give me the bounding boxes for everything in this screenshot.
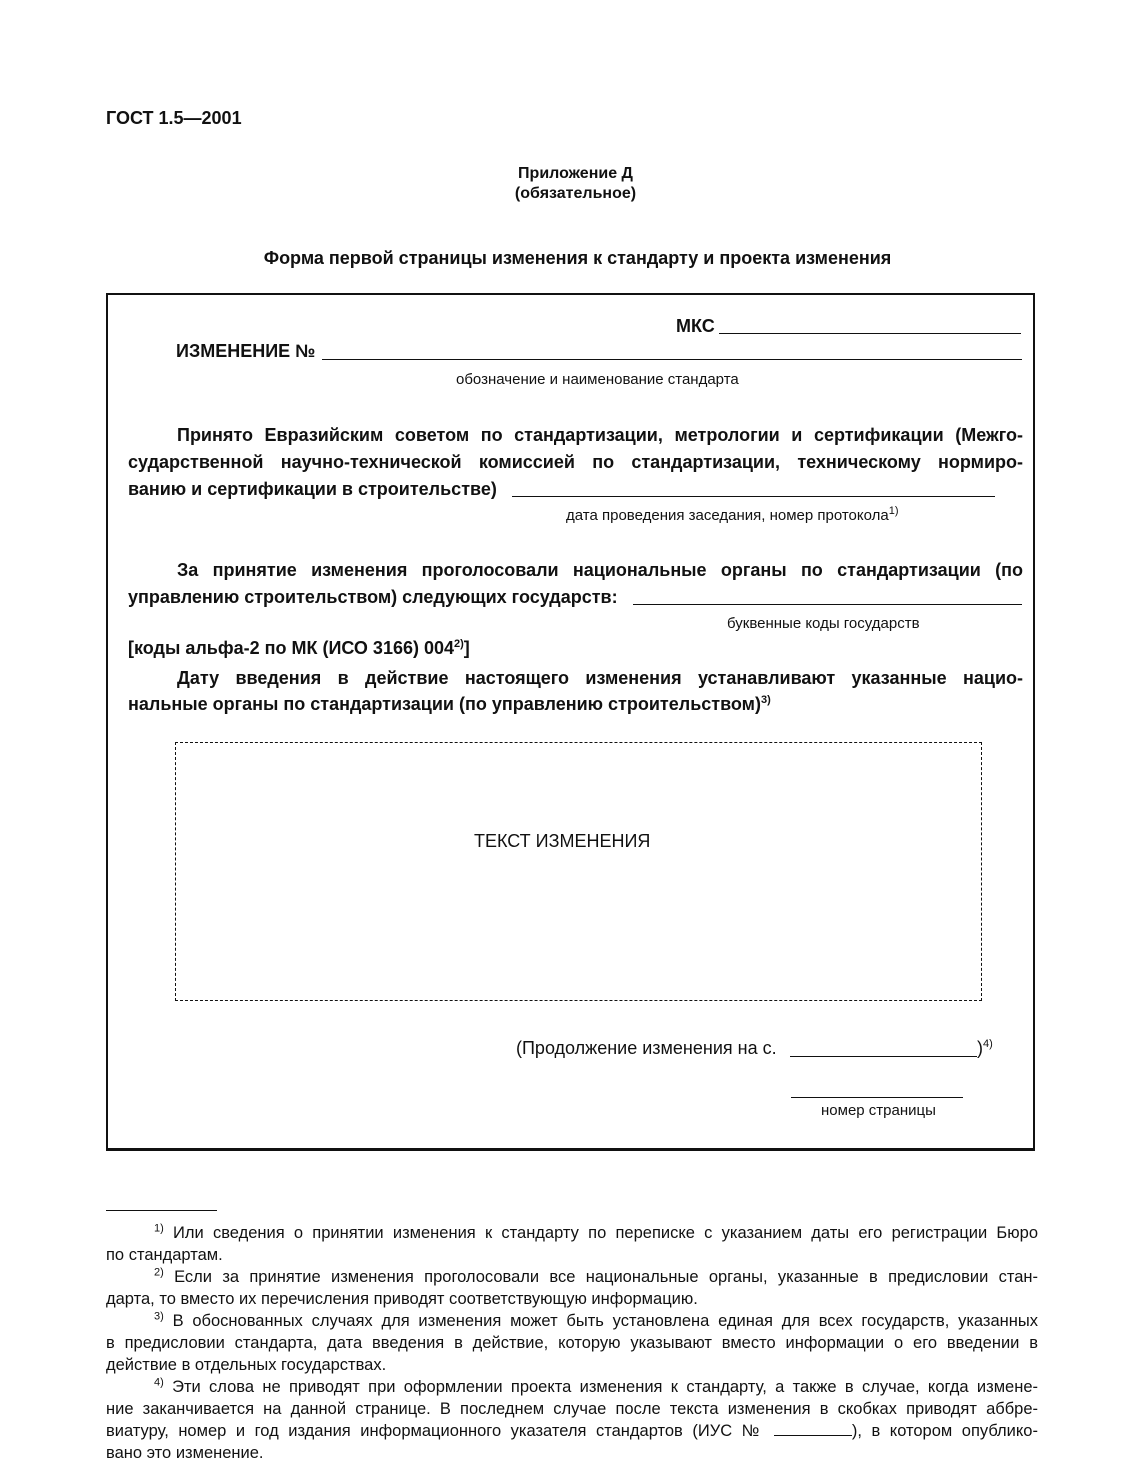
appendix-title: Приложение Д	[518, 165, 633, 182]
continuation-close	[977, 1038, 993, 1059]
continuation-close-paren: )	[977, 1038, 983, 1058]
footnote-3-text: В обоснованных случаях для изменения может быть установлена единая для всех государств, указанных	[172, 1312, 1038, 1330]
alpha-codes-text: [коды альфа-2 по МК (ИСО 3166) 004	[128, 638, 455, 658]
footnote-1-mark: 1)	[154, 1222, 164, 1235]
footnote-separator	[106, 1210, 217, 1211]
footnote-4-line-3	[106, 1420, 1038, 1442]
voted-line-1: За принятие изменения проголосовали национальные органы по стандартизации (по	[177, 560, 1023, 580]
voted-line-2: управлению строительством) следующих государств:	[128, 587, 618, 607]
alpha-codes-bracket: ]	[463, 638, 470, 658]
footnote-3-line-2: в предисловии стандарта, дата введения в действие, которую указывают вместо информации о его введении в	[106, 1334, 1038, 1352]
page-number-field	[791, 1097, 963, 1098]
standard-designation-field	[322, 359, 1022, 360]
document-code: ГОСТ 1.5—2001	[106, 108, 242, 128]
footnote-ref-3: 3)	[760, 694, 771, 706]
footnote-1-line-2: по стандартам.	[106, 1246, 223, 1264]
footnote-ref-1: 1)	[888, 505, 899, 517]
footnote-3-line-1	[106, 1310, 1038, 1332]
date-line-2-text: нальные органы по стандартизации (по управлению строительством)	[128, 694, 761, 714]
date-line-2	[128, 694, 771, 715]
footnote-4-line-3b: ), в котором опублико-	[851, 1422, 1038, 1440]
footnote-4-text: Эти слова не приводят при оформлении проекта изменения к стандарту, а также в случае, когда измене-	[172, 1378, 1038, 1396]
alpha-codes	[128, 638, 470, 659]
page-caption: номер страницы	[821, 1102, 936, 1119]
footnote-1-text: Или сведения о принятии изменения к стандарту по переписке с указанием даты его регистрации Бюро	[173, 1224, 1038, 1242]
footnote-1-line-1	[106, 1222, 1038, 1244]
footnote-3	[106, 1310, 1038, 1376]
footnote-3-line-3: действие в отдельных государствах.	[106, 1356, 387, 1374]
adopted-line-2: сударственной научно-технической комиссией по стандартизации, техническому нормиро-	[128, 452, 1023, 472]
meeting-caption	[566, 507, 899, 524]
footnote-4-line-4: вано это изменение.	[106, 1444, 264, 1462]
continuation-label: (Продолжение изменения на с.	[516, 1038, 777, 1058]
change-text-box	[175, 742, 982, 1001]
footnote-4	[106, 1376, 1038, 1464]
codes-caption: буквенные коды государств	[727, 615, 920, 632]
change-number-label: ИЗМЕНЕНИЕ №	[176, 341, 316, 361]
footnote-2-text: Если за принятие изменения проголосовали все национальные органы, указанные в предисловии стан-	[174, 1268, 1038, 1286]
form-title: Форма первой страницы изменения к стандарту и проекта изменения	[263, 248, 892, 268]
meeting-caption-text: дата проведения заседания, номер протокола	[566, 507, 889, 524]
standard-caption: обозначение и наименование стандарта	[456, 371, 739, 388]
footnote-4-mark: 4)	[154, 1376, 164, 1389]
footnote-4-line-3a: виатуру, номер и год издания информационного указателя стандартов (ИУС №	[106, 1422, 765, 1440]
form-frame	[106, 293, 1035, 1151]
date-line-1: Дату введения в действие настоящего изменения устанавливают указанные нацио-	[177, 668, 1023, 688]
appendix-type: (обязательное)	[514, 185, 637, 202]
mks-label: МКС	[676, 316, 715, 336]
footnote-1	[106, 1222, 1038, 1266]
footnote-3-mark: 3)	[154, 1310, 164, 1323]
footnote-2-mark: 2)	[154, 1266, 164, 1279]
ius-number-field	[774, 1421, 852, 1436]
adopted-line-3: ванию и сертификации в строительстве)	[128, 479, 497, 499]
continuation-page-field	[790, 1056, 977, 1057]
state-codes-field	[633, 604, 1022, 605]
change-text-label: ТЕКСТ ИЗМЕНЕНИЯ	[474, 831, 651, 851]
footnote-ref-2: 2)	[454, 638, 464, 650]
mks-field	[719, 333, 1021, 334]
adopted-line-1: Принято Евразийским советом по стандартизации, метрологии и сертификации (Межго-	[177, 425, 1023, 445]
footnote-ref-4: 4)	[983, 1038, 993, 1050]
footnote-2-line-2: дарта, то вместо их перечисления приводят соответствующую информацию.	[106, 1290, 698, 1308]
footnote-2-line-1	[106, 1266, 1038, 1288]
footnote-2	[106, 1266, 1038, 1310]
footnote-4-line-2: ние заканчивается на данной странице. В последнем случае после текста изменения в скобках приводят аббре-	[106, 1400, 1038, 1418]
meeting-field	[512, 496, 995, 497]
footnote-4-line-1	[106, 1376, 1038, 1398]
